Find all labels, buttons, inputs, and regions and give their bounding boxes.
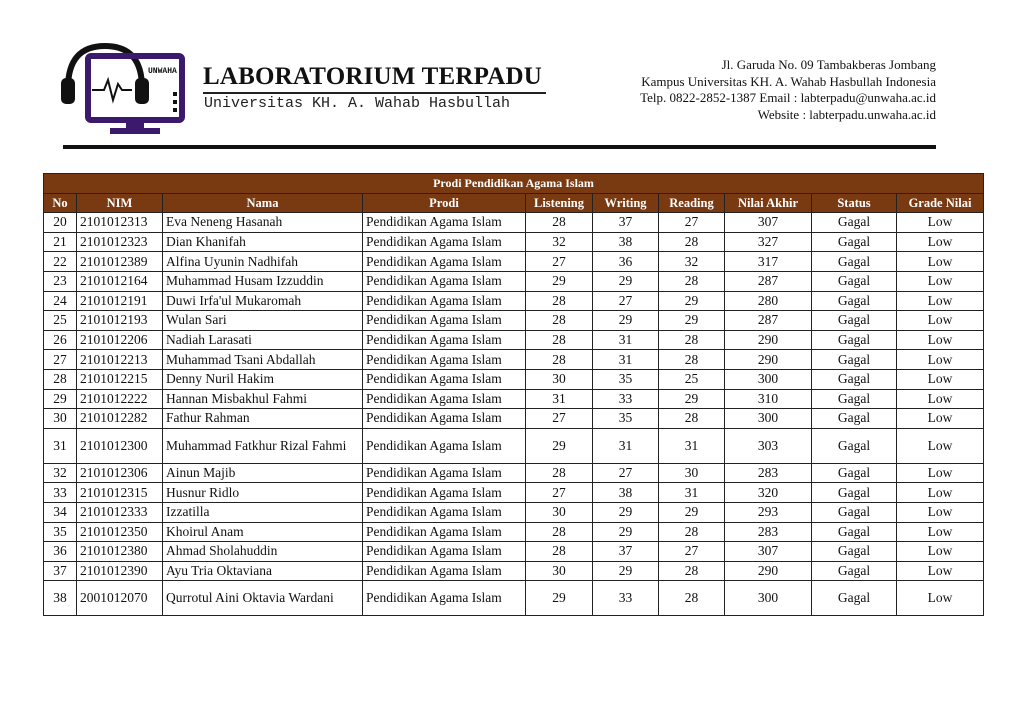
cell-status: Gagal xyxy=(812,581,897,616)
cell-no: 21 xyxy=(44,232,77,252)
cell-status: Gagal xyxy=(812,389,897,409)
lab-subtitle: Universitas KH. A. Wahab Hasbullah xyxy=(204,95,511,112)
table-row xyxy=(44,428,984,463)
cell-listening: 29 xyxy=(526,581,593,616)
cell-nilai-akhir: 283 xyxy=(725,522,812,542)
cell-writing: 27 xyxy=(593,291,659,311)
cell-prodi: Pendidikan Agama Islam xyxy=(363,428,526,463)
cell-nilai-akhir: 287 xyxy=(725,311,812,331)
table-row xyxy=(44,409,984,429)
table-row xyxy=(44,232,984,252)
cell-reading: 28 xyxy=(659,330,725,350)
cell-reading: 28 xyxy=(659,232,725,252)
cell-grade-nilai: Low xyxy=(897,291,984,311)
cell-nim: 2101012380 xyxy=(77,542,163,562)
table-caption: Prodi Pendidikan Agama Islam xyxy=(44,174,984,194)
col-nilai-akhir-header: Nilai Akhir xyxy=(725,193,812,213)
cell-nilai-akhir: 300 xyxy=(725,409,812,429)
contact-block xyxy=(640,57,936,123)
cell-nama: Alfina Uyunin Nadhifah xyxy=(163,252,363,272)
cell-nama: Dian Khanifah xyxy=(163,232,363,252)
col-nim-header: NIM xyxy=(77,193,163,213)
letterhead xyxy=(0,0,1024,160)
cell-prodi: Pendidikan Agama Islam xyxy=(363,369,526,389)
cell-nama: Hannan Misbakhul Fahmi xyxy=(163,389,363,409)
cell-prodi: Pendidikan Agama Islam xyxy=(363,561,526,581)
cell-writing: 29 xyxy=(593,271,659,291)
cell-listening: 28 xyxy=(526,311,593,331)
cell-grade-nilai: Low xyxy=(897,330,984,350)
table-row xyxy=(44,213,984,233)
table-row xyxy=(44,389,984,409)
cell-writing: 33 xyxy=(593,389,659,409)
col-listening-header: Listening xyxy=(526,193,593,213)
cell-prodi: Pendidikan Agama Islam xyxy=(363,581,526,616)
table-row xyxy=(44,311,984,331)
col-writing-header: Writing xyxy=(593,193,659,213)
cell-nama: Muhammad Fatkhur Rizal Fahmi xyxy=(163,428,363,463)
cell-nilai-akhir: 300 xyxy=(725,581,812,616)
cell-prodi: Pendidikan Agama Islam xyxy=(363,271,526,291)
cell-nilai-akhir: 290 xyxy=(725,561,812,581)
table-row xyxy=(44,291,984,311)
cell-nim: 2101012389 xyxy=(77,252,163,272)
cell-writing: 31 xyxy=(593,428,659,463)
cell-nim: 2101012193 xyxy=(77,311,163,331)
table-row xyxy=(44,581,984,616)
cell-no: 29 xyxy=(44,389,77,409)
cell-nama: Wulan Sari xyxy=(163,311,363,331)
cell-listening: 28 xyxy=(526,291,593,311)
cell-nim: 2101012390 xyxy=(77,561,163,581)
cell-reading: 25 xyxy=(659,369,725,389)
cell-listening: 32 xyxy=(526,232,593,252)
cell-grade-nilai: Low xyxy=(897,252,984,272)
cell-no: 23 xyxy=(44,271,77,291)
cell-nim: 2101012191 xyxy=(77,291,163,311)
cell-nilai-akhir: 303 xyxy=(725,428,812,463)
cell-listening: 27 xyxy=(526,252,593,272)
cell-listening: 28 xyxy=(526,463,593,483)
cell-nilai-akhir: 290 xyxy=(725,350,812,370)
cell-listening: 30 xyxy=(526,561,593,581)
cell-prodi: Pendidikan Agama Islam xyxy=(363,502,526,522)
cell-reading: 28 xyxy=(659,271,725,291)
cell-nilai-akhir: 293 xyxy=(725,502,812,522)
lab-title: LABORATORIUM TERPADU xyxy=(203,63,542,90)
cell-nama: Denny Nuril Hakim xyxy=(163,369,363,389)
cell-listening: 28 xyxy=(526,330,593,350)
cell-nim: 2101012206 xyxy=(77,330,163,350)
table-row xyxy=(44,252,984,272)
cell-reading: 31 xyxy=(659,483,725,503)
cell-writing: 29 xyxy=(593,522,659,542)
cell-listening: 27 xyxy=(526,483,593,503)
cell-grade-nilai: Low xyxy=(897,369,984,389)
cell-no: 26 xyxy=(44,330,77,350)
cell-status: Gagal xyxy=(812,213,897,233)
cell-nim: 2101012350 xyxy=(77,522,163,542)
cell-nim: 2101012222 xyxy=(77,389,163,409)
cell-reading: 32 xyxy=(659,252,725,272)
cell-no: 20 xyxy=(44,213,77,233)
cell-writing: 33 xyxy=(593,581,659,616)
table-row xyxy=(44,369,984,389)
cell-grade-nilai: Low xyxy=(897,271,984,291)
cell-writing: 38 xyxy=(593,232,659,252)
cell-no: 31 xyxy=(44,428,77,463)
cell-status: Gagal xyxy=(812,291,897,311)
cell-no: 38 xyxy=(44,581,77,616)
cell-grade-nilai: Low xyxy=(897,428,984,463)
cell-writing: 35 xyxy=(593,409,659,429)
cell-nilai-akhir: 300 xyxy=(725,369,812,389)
cell-listening: 30 xyxy=(526,502,593,522)
cell-nilai-akhir: 327 xyxy=(725,232,812,252)
cell-prodi: Pendidikan Agama Islam xyxy=(363,350,526,370)
cell-reading: 28 xyxy=(659,409,725,429)
cell-grade-nilai: Low xyxy=(897,350,984,370)
cell-nim: 2101012282 xyxy=(77,409,163,429)
col-grade-nilai-header: Grade Nilai xyxy=(897,193,984,213)
cell-writing: 37 xyxy=(593,213,659,233)
cell-no: 36 xyxy=(44,542,77,562)
header-divider xyxy=(63,145,936,149)
cell-nilai-akhir: 310 xyxy=(725,389,812,409)
cell-status: Gagal xyxy=(812,561,897,581)
cell-nim: 2101012333 xyxy=(77,502,163,522)
cell-listening: 28 xyxy=(526,522,593,542)
cell-reading: 31 xyxy=(659,428,725,463)
cell-grade-nilai: Low xyxy=(897,389,984,409)
table-row xyxy=(44,483,984,503)
cell-nama: Ahmad Sholahuddin xyxy=(163,542,363,562)
cell-nim: 2101012213 xyxy=(77,350,163,370)
cell-nama: Muhammad Husam Izzuddin xyxy=(163,271,363,291)
cell-writing: 27 xyxy=(593,463,659,483)
cell-prodi: Pendidikan Agama Islam xyxy=(363,311,526,331)
cell-status: Gagal xyxy=(812,542,897,562)
logo-text: UNWAHA xyxy=(148,67,177,76)
cell-writing: 36 xyxy=(593,252,659,272)
cell-prodi: Pendidikan Agama Islam xyxy=(363,389,526,409)
lab-logo-icon xyxy=(58,40,188,140)
table-row xyxy=(44,350,984,370)
contact-campus: Kampus Universitas KH. A. Wahab Hasbullah Indonesia xyxy=(641,73,936,89)
cell-nama: Muhammad Tsani Abdallah xyxy=(163,350,363,370)
cell-writing: 29 xyxy=(593,311,659,331)
cell-writing: 31 xyxy=(593,350,659,370)
table-row xyxy=(44,561,984,581)
cell-nim: 2101012306 xyxy=(77,463,163,483)
cell-reading: 29 xyxy=(659,389,725,409)
col-status-header: Status xyxy=(812,193,897,213)
cell-no: 35 xyxy=(44,522,77,542)
cell-grade-nilai: Low xyxy=(897,213,984,233)
cell-reading: 28 xyxy=(659,561,725,581)
cell-no: 32 xyxy=(44,463,77,483)
cell-status: Gagal xyxy=(812,522,897,542)
cell-reading: 27 xyxy=(659,213,725,233)
cell-grade-nilai: Low xyxy=(897,311,984,331)
cell-listening: 30 xyxy=(526,369,593,389)
table-row xyxy=(44,522,984,542)
cell-nama: Khoirul Anam xyxy=(163,522,363,542)
col-reading-header: Reading xyxy=(659,193,725,213)
cell-no: 33 xyxy=(44,483,77,503)
col-no-header: No xyxy=(44,193,77,213)
cell-nim: 2101012315 xyxy=(77,483,163,503)
cell-prodi: Pendidikan Agama Islam xyxy=(363,522,526,542)
cell-nilai-akhir: 307 xyxy=(725,213,812,233)
contact-website: Website : labterpadu.unwaha.ac.id xyxy=(757,106,936,122)
cell-reading: 29 xyxy=(659,291,725,311)
cell-nama: Fathur Rahman xyxy=(163,409,363,429)
cell-no: 25 xyxy=(44,311,77,331)
cell-nim: 2101012300 xyxy=(77,428,163,463)
cell-nama: Izzatilla xyxy=(163,502,363,522)
cell-nama: Ainun Majib xyxy=(163,463,363,483)
cell-grade-nilai: Low xyxy=(897,561,984,581)
cell-nama: Qurrotul Aini Oktavia Wardani xyxy=(163,581,363,616)
cell-reading: 27 xyxy=(659,542,725,562)
cell-prodi: Pendidikan Agama Islam xyxy=(363,483,526,503)
contact-address: Jl. Garuda No. 09 Tambakberas Jombang xyxy=(721,57,936,72)
cell-reading: 28 xyxy=(659,522,725,542)
cell-status: Gagal xyxy=(812,330,897,350)
cell-writing: 31 xyxy=(593,330,659,350)
cell-prodi: Pendidikan Agama Islam xyxy=(363,542,526,562)
cell-status: Gagal xyxy=(812,502,897,522)
cell-writing: 29 xyxy=(593,561,659,581)
cell-reading: 29 xyxy=(659,502,725,522)
cell-no: 34 xyxy=(44,502,77,522)
cell-status: Gagal xyxy=(812,463,897,483)
cell-prodi: Pendidikan Agama Islam xyxy=(363,330,526,350)
cell-prodi: Pendidikan Agama Islam xyxy=(363,291,526,311)
cell-nilai-akhir: 283 xyxy=(725,463,812,483)
cell-nim: 2101012164 xyxy=(77,271,163,291)
cell-prodi: Pendidikan Agama Islam xyxy=(363,213,526,233)
title-underline xyxy=(203,92,546,94)
cell-prodi: Pendidikan Agama Islam xyxy=(363,409,526,429)
cell-reading: 28 xyxy=(659,350,725,370)
cell-listening: 28 xyxy=(526,213,593,233)
cell-reading: 28 xyxy=(659,581,725,616)
cell-no: 24 xyxy=(44,291,77,311)
cell-nama: Eva Neneng Hasanah xyxy=(163,213,363,233)
cell-status: Gagal xyxy=(812,483,897,503)
cell-listening: 29 xyxy=(526,428,593,463)
cell-listening: 28 xyxy=(526,542,593,562)
cell-status: Gagal xyxy=(812,369,897,389)
cell-prodi: Pendidikan Agama Islam xyxy=(363,252,526,272)
cell-nama: Ayu Tria Oktaviana xyxy=(163,561,363,581)
cell-nama: Husnur Ridlo xyxy=(163,483,363,503)
table-row xyxy=(44,502,984,522)
cell-nama: Duwi Irfa'ul Mukaromah xyxy=(163,291,363,311)
cell-reading: 30 xyxy=(659,463,725,483)
table-row xyxy=(44,463,984,483)
cell-listening: 28 xyxy=(526,350,593,370)
cell-prodi: Pendidikan Agama Islam xyxy=(363,232,526,252)
cell-reading: 29 xyxy=(659,311,725,331)
cell-no: 22 xyxy=(44,252,77,272)
cell-nim: 2101012313 xyxy=(77,213,163,233)
cell-grade-nilai: Low xyxy=(897,409,984,429)
cell-nilai-akhir: 320 xyxy=(725,483,812,503)
cell-nim: 2101012215 xyxy=(77,369,163,389)
col-prodi-header: Prodi xyxy=(363,193,526,213)
cell-prodi: Pendidikan Agama Islam xyxy=(363,463,526,483)
cell-nilai-akhir: 317 xyxy=(725,252,812,272)
cell-writing: 38 xyxy=(593,483,659,503)
cell-no: 28 xyxy=(44,369,77,389)
cell-nilai-akhir: 290 xyxy=(725,330,812,350)
cell-listening: 27 xyxy=(526,409,593,429)
cell-grade-nilai: Low xyxy=(897,483,984,503)
cell-nama: Nadiah Larasati xyxy=(163,330,363,350)
cell-status: Gagal xyxy=(812,409,897,429)
cell-writing: 35 xyxy=(593,369,659,389)
cell-nilai-akhir: 287 xyxy=(725,271,812,291)
cell-writing: 29 xyxy=(593,502,659,522)
cell-status: Gagal xyxy=(812,252,897,272)
cell-grade-nilai: Low xyxy=(897,542,984,562)
cell-nilai-akhir: 280 xyxy=(725,291,812,311)
cell-grade-nilai: Low xyxy=(897,522,984,542)
cell-listening: 31 xyxy=(526,389,593,409)
cell-status: Gagal xyxy=(812,350,897,370)
contact-phone-email: Telp. 0822-2852-1387 Email : labterpadu@unwaha.ac.id xyxy=(640,90,936,105)
cell-grade-nilai: Low xyxy=(897,581,984,616)
cell-nilai-akhir: 307 xyxy=(725,542,812,562)
table-row xyxy=(44,271,984,291)
cell-status: Gagal xyxy=(812,271,897,291)
cell-status: Gagal xyxy=(812,311,897,331)
cell-nim: 2001012070 xyxy=(77,581,163,616)
cell-grade-nilai: Low xyxy=(897,232,984,252)
cell-grade-nilai: Low xyxy=(897,502,984,522)
cell-status: Gagal xyxy=(812,428,897,463)
table-row xyxy=(44,542,984,562)
col-nama-header: Nama xyxy=(163,193,363,213)
cell-no: 27 xyxy=(44,350,77,370)
cell-no: 30 xyxy=(44,409,77,429)
cell-listening: 29 xyxy=(526,271,593,291)
table-row xyxy=(44,330,984,350)
cell-grade-nilai: Low xyxy=(897,463,984,483)
cell-no: 37 xyxy=(44,561,77,581)
cell-status: Gagal xyxy=(812,232,897,252)
cell-nim: 2101012323 xyxy=(77,232,163,252)
cell-writing: 37 xyxy=(593,542,659,562)
score-table xyxy=(43,173,984,616)
